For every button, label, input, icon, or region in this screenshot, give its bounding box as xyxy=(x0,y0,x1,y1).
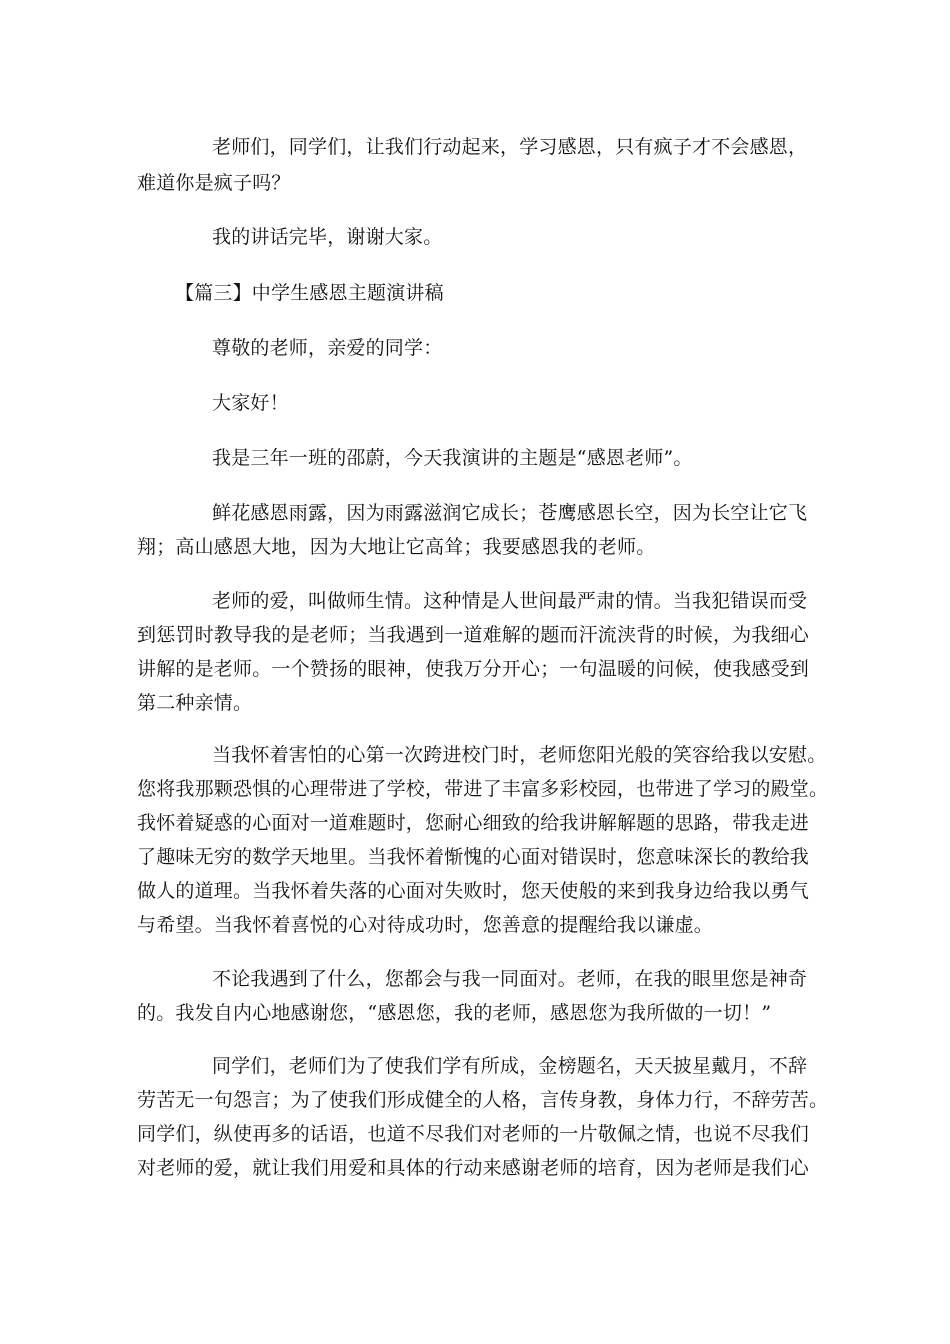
teacher-love-line-4: 第二种亲情。 xyxy=(137,692,253,714)
paragraph-closing-line-1: 老师们，同学们，让我们行动起来，学习感恩，只有疯子才不会感恩， xyxy=(212,136,808,158)
school-memory-line-3: 我怀着疑惑的心面对一道难题时，您耐心细致的给我讲解解题的思路，带我走进 xyxy=(137,812,810,834)
classmates-line-3: 同学们，纵使再多的话语，也道不尽我们对老师的一片敬佩之情，也说不尽我们 xyxy=(137,1123,810,1145)
intro-line: 我是三年一班的邵蔚，今天我演讲的主题是“感恩老师”。 xyxy=(212,447,693,469)
classmates-line-2: 劳苦无一句怨言；为了使我们形成健全的人格，言传身教，身体力行，不辞劳苦。 xyxy=(137,1089,829,1111)
teacher-love-line-3: 讲解的是老师。一个赞扬的眼神，使我万分开心；一句温暖的问候，使我感受到 xyxy=(137,658,810,680)
section-heading: 【篇三】中学生感恩主题演讲稿 xyxy=(175,282,444,304)
school-memory-line-2: 您将我那颗恐惧的心理带进了学校，带进了丰富多彩校园，也带进了学习的殿堂。 xyxy=(137,778,829,800)
paragraph-closing-line-2: 难道你是疯子吗？ xyxy=(137,172,291,194)
classmates-line-4: 对老师的爱，就让我们用爱和具体的行动来感谢老师的培育，因为老师是我们心 xyxy=(137,1157,810,1179)
paragraph-thanks-line-1: 我的讲话完毕，谢谢大家。 xyxy=(212,226,443,248)
thankful-teacher-line-2: 的。我发自内心地感谢您，“感恩您，我的老师，感恩您为我所做的一切！” xyxy=(137,1002,772,1024)
gratitude-paragraph-line-1: 鲜花感恩雨露，因为雨露滋润它成长；苍鹰感恩长空，因为长空让它飞 xyxy=(212,502,808,524)
school-memory-line-6: 与希望。当我怀着喜悦的心对待成功时，您善意的提醒给我以谦虚。 xyxy=(137,914,714,936)
school-memory-line-5: 做人的道理。当我怀着失落的心面对失败时，您天使般的来到我身边给我以勇气 xyxy=(137,880,810,902)
thankful-teacher-line-1: 不论我遇到了什么，您都会与我一同面对。老师，在我的眼里您是神奇 xyxy=(212,968,808,990)
greeting-line: 尊敬的老师，亲爱的同学： xyxy=(212,337,443,359)
school-memory-line-1: 当我怀着害怕的心第一次跨进校门时，老师您阳光般的笑容给我以安慰。 xyxy=(212,744,827,766)
gratitude-paragraph-line-2: 翔；高山感恩大地，因为大地让它高耸；我要感恩我的老师。 xyxy=(137,536,656,558)
teacher-love-line-1: 老师的爱，叫做师生情。这种情是人世间最严肃的情。当我犯错误而受 xyxy=(212,590,808,612)
school-memory-line-4: 了趣味无穷的数学天地里。当我怀着惭愧的心面对错误时，您意味深长的教给我 xyxy=(137,846,810,868)
hello-line: 大家好！ xyxy=(212,392,289,414)
classmates-line-1: 同学们，老师们为了使我们学有所成，金榜题名，天天披星戴月，不辞 xyxy=(212,1055,808,1077)
teacher-love-line-2: 到惩罚时教导我的是老师；当我遇到一道难解的题而汗流浃背的时候，为我细心 xyxy=(137,624,810,646)
